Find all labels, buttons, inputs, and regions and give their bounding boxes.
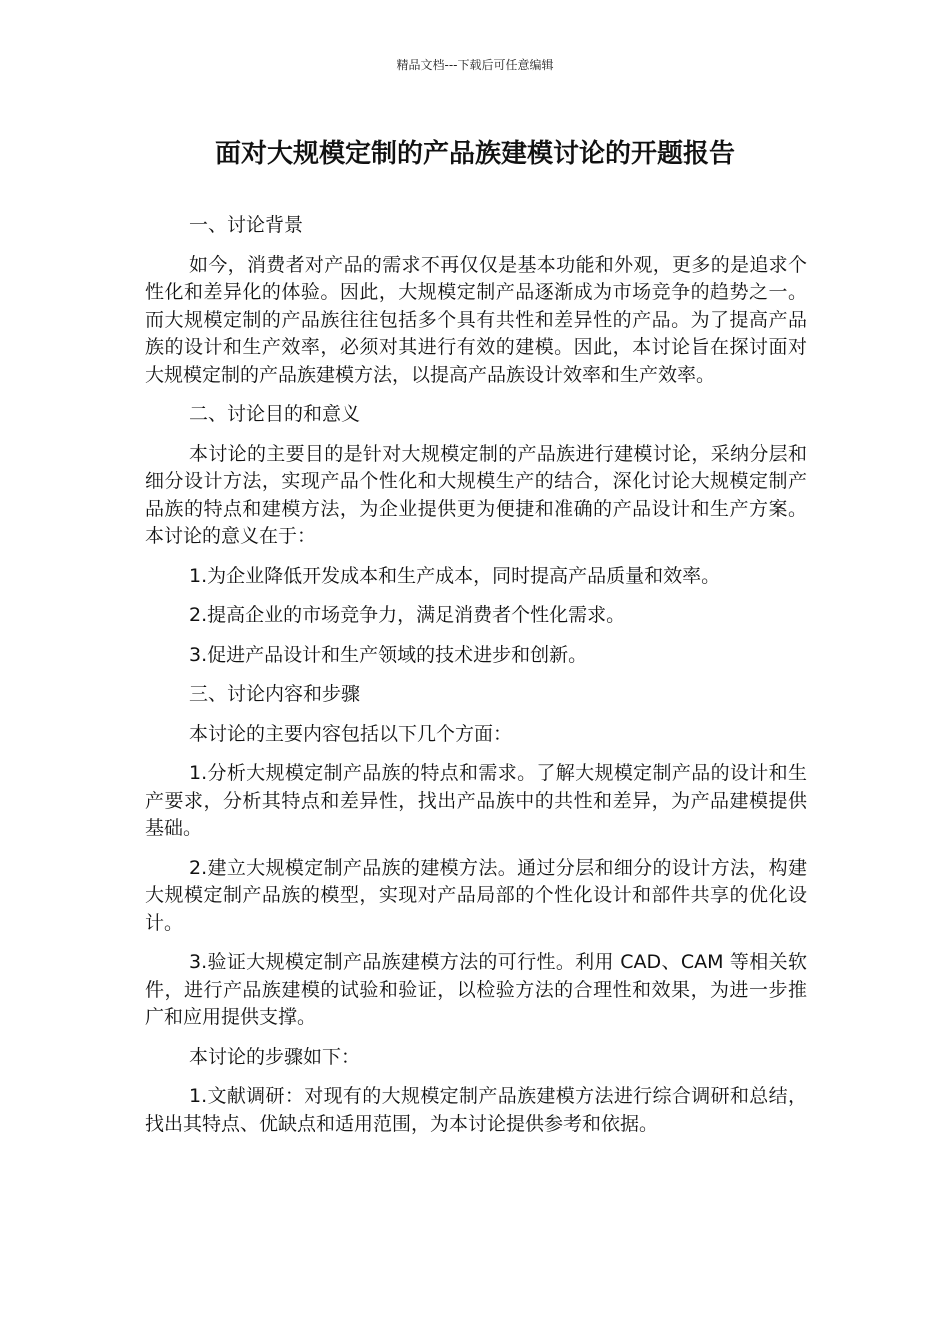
section-heading-background: 一、讨论背景 [189, 214, 304, 236]
section-heading-content: 三、讨论内容和步骤 [189, 683, 361, 705]
list-item-steps-1: 1.文献调研：对现有的大规模定制产品族建模方法进行综合调研和总结，找出其特点、优缺点和适用范围，为本讨论提供参考和依据。 [145, 1085, 807, 1135]
paragraph-content-intro: 本讨论的主要内容包括以下几个方面： [189, 722, 513, 745]
document-title: 面对大规模定制的产品族建模讨论的开题报告 [214, 139, 735, 169]
document-body [145, 212, 807, 1150]
header-note: 精品文档---下载后可任意编辑 [396, 58, 554, 72]
list-item-significance-2: 2.提高企业的市场竞争力，满足消费者个性化需求。 [189, 604, 626, 626]
section-heading-purpose: 二、讨论目的和意义 [189, 403, 361, 425]
paragraph-steps-intro: 本讨论的步骤如下： [189, 1045, 361, 1068]
list-item-content-2: 2.建立大规模定制产品族的建模方法。通过分层和细分的设计方法，构建大规模定制产品族的模型，实现对产品局部的个性化设计和部件共享的优化设计。 [145, 856, 807, 934]
paragraph-background: 如今，消费者对产品的需求不再仅仅是基本功能和外观，更多的是追求个性化和差异化的体验。因此，大规模定制产品逐渐成为市场竞争的趋势之一。而大规模定制的产品族往往包括多个具有共性和差异性的产品。为了提高产品族的设计和生产效率，必须对其进行有效的建模。因此，本讨论旨在探讨面对大规模定制的产品族建模方法，以提高产品族设计效率和生产效率。 [145, 253, 807, 386]
list-item-significance-3: 3.促进产品设计和生产领域的技术进步和创新。 [189, 643, 588, 666]
list-item-content-1: 1.分析大规模定制产品族的特点和需求。了解大规模定制产品的设计和生产要求，分析其特点和差异性，找出产品族中的共性和差异，为产品建模提供基础。 [145, 762, 807, 839]
list-item-content-3: 3.验证大规模定制产品族建模方法的可行性。利用 CAD、CAM 等相关软件，进行产品族建模的试验和验证，以检验方法的合理性和效果，为进一步推广和应用提供支撑。 [145, 951, 807, 1028]
paragraph-purpose: 本讨论的主要目的是针对大规模定制的产品族进行建模讨论，采纳分层和细分设计方法，实现产品个性化和大规模生产的结合，深化讨论大规模定制产品族的特点和建模方法，为企业提供更为便捷和准确的产品设计和生产方案。本讨论的意义在于： [145, 442, 807, 547]
list-item-significance-1: 1.为企业降低开发成本和生产成本，同时提高产品质量和效率。 [189, 564, 721, 587]
